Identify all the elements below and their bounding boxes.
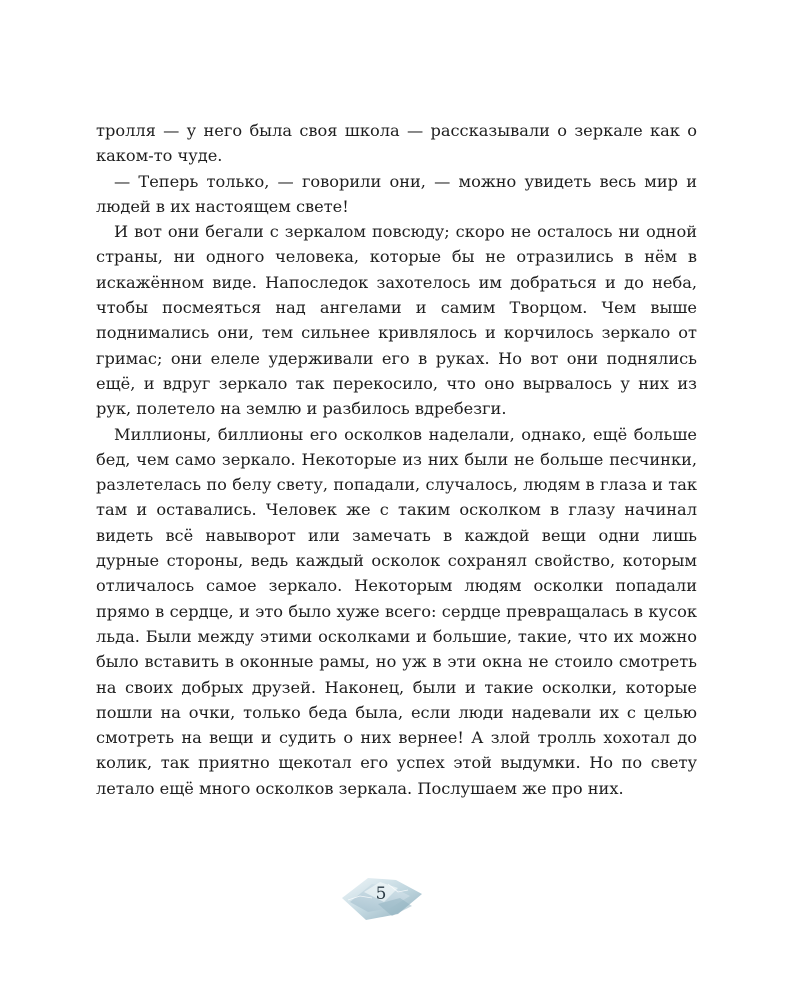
page-number: 5 (375, 884, 387, 904)
page-number-ornament (338, 868, 424, 928)
body-text (96, 118, 697, 801)
paragraph-3: И вот они бегали с зеркалом повсюду; скоро не осталось ни одной страны, ни одного человека, которые бы не отразились в нём в искажённом виде. Напоследок захотелось им добраться и до неба, чтобы посмеяться над ангелами и самим Творцом. Чем выше поднимались они, тем сильнее кривлялось и корчилось зеркало от гримас; они елеле удерживали его в руках. Но вот они поднялись ещё, и вдруг зеркало так перекосило, что оно вырвалось у них из рук, полетело на землю и разбилось вдребезги. (96, 222, 697, 419)
paragraph-2: — Теперь только, — говорили они, — можно увидеть весь мир и людей в их настоящем свете! (96, 171, 697, 216)
paragraph-1: тролля — у него была своя школа — рассказывали о зеркале как о каком-то чуде. (96, 121, 697, 166)
paragraph-4: Миллионы, биллионы его осколков наделали, однако, ещё больше бед, чем само зеркало. Некоторые из них были не больше песчинки, разлетелась по белу свету, попадали, случалось, людям в глаза и так там и оставались. Человек же с таким осколком в глазу начинал видеть всё навыворот или замечать в каждой вещи одни лишь дурные стороны, ведь каждый осколок сохранял свойство, которым отличалось самое зеркало. Некоторым людям осколки попадали прямо в сердце, и это было хуже всего: сердце превращалась в кусок льда. Были между этими осколками и большие, такие, что их можно было вставить в оконные рамы, но уж в эти окна не стоило смотреть на своих добрых друзей. Наконец, были и такие осколки, которые пошли на очки, только беда была, если люди надевали их с целью смотреть на вещи и судить о них вернее! А злой тролль хохотал до колик, так приятно щекотал его успех этой выдумки. Но по свету летало ещё много осколков зеркала. Послушаем же про них. (96, 424, 697, 798)
